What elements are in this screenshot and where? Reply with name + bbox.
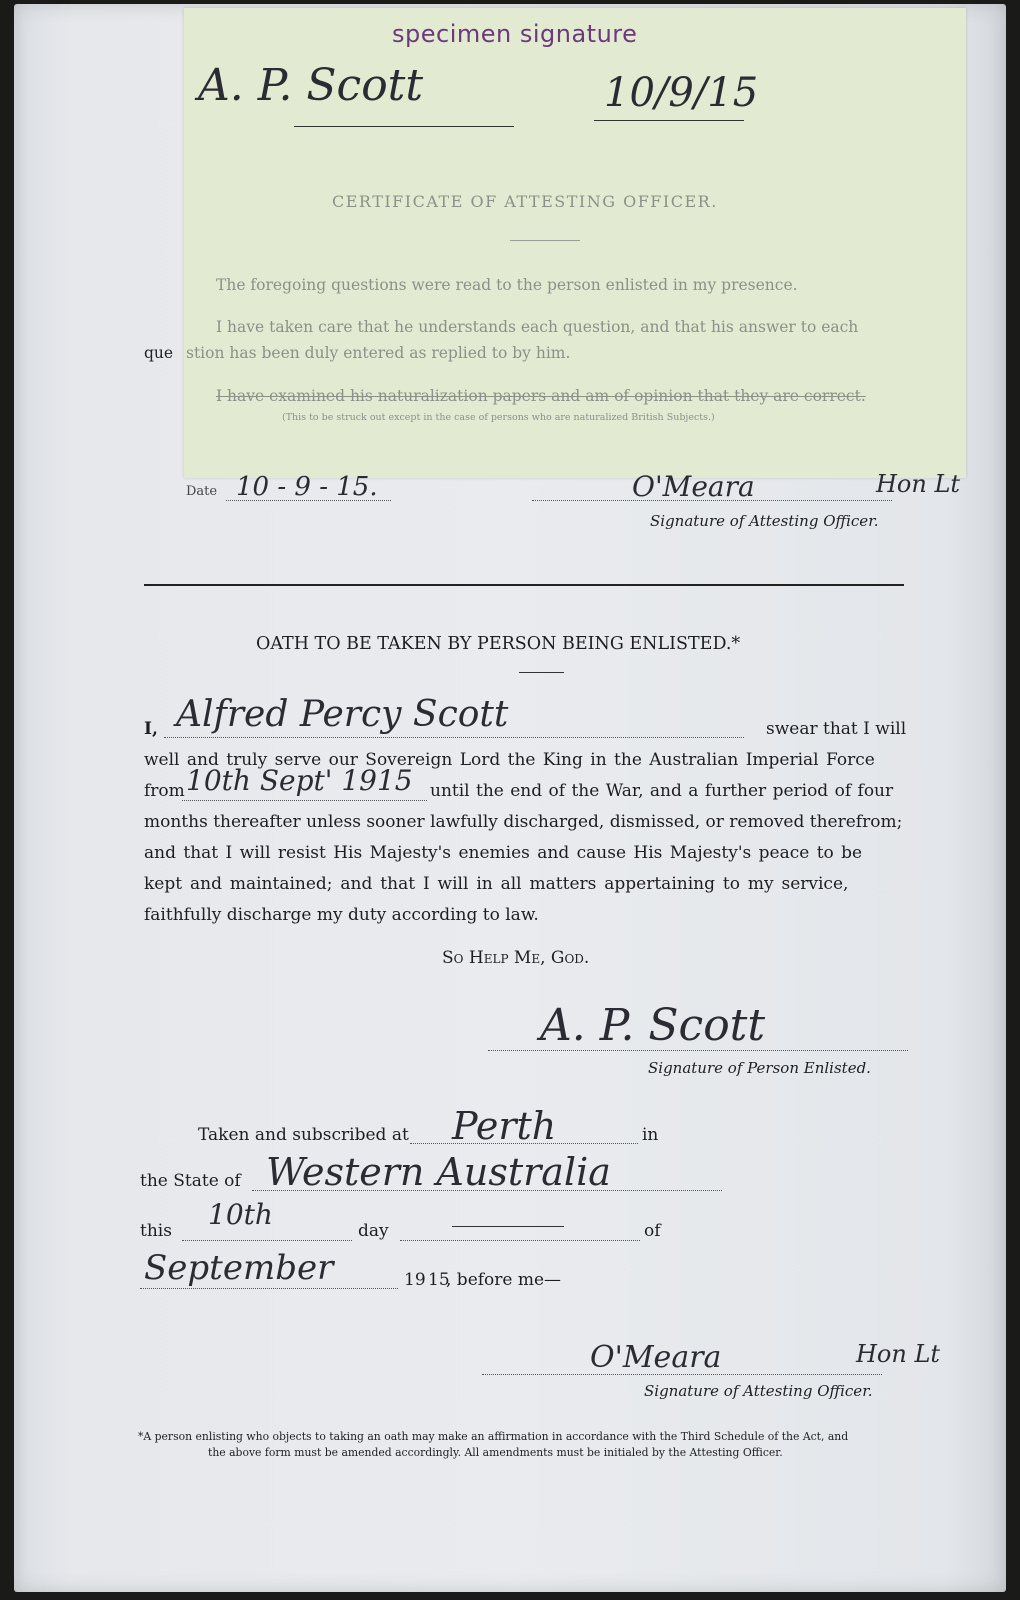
oath-line-1-end: swear that I will (766, 719, 907, 739)
certificate-date-line (226, 500, 391, 501)
certificate-line-2: I have taken care that he understands each question, and that his answer to each (216, 318, 859, 336)
specimen-underline (294, 126, 514, 127)
document-page (14, 4, 1006, 1592)
section-divider (144, 584, 904, 586)
subscribed-state-label: the State of (140, 1171, 241, 1191)
subscribed-of-label: of (644, 1221, 661, 1241)
oath-line-3-end: until the end of the War, and a further period of four (430, 781, 894, 801)
certificate-officer-rank: Hon Lt (876, 470, 961, 498)
oath-enlistee-name: Alfred Percy Scott (176, 694, 509, 735)
oath-enlistee-signature: A. P. Scott (540, 1000, 766, 1051)
certificate-line-4: I have examined his naturalization papers and am of opinion that they are correct. (216, 387, 866, 405)
subscribed-month: September (144, 1248, 334, 1288)
specimen-date: 10/9/15 (604, 70, 759, 116)
oath-from-label: from (144, 781, 185, 801)
oath-from-line (182, 800, 427, 801)
certificate-officer-signature: O'Meara (632, 470, 755, 503)
subscribed-signature-line (482, 1374, 882, 1375)
certificate-signature-line (532, 500, 892, 501)
certificate-title: CERTIFICATE OF ATTESTING OFFICER. (332, 192, 718, 211)
subscribed-officer-signature: O'Meara (590, 1340, 722, 1375)
subscribed-day-line (182, 1240, 352, 1241)
subscribed-year-label: 19 (404, 1270, 426, 1290)
subscribed-this-label: this (140, 1221, 172, 1241)
subscribed-place: Perth (452, 1104, 557, 1148)
subscribed-signature-caption: Signature of Attesting Officer. (644, 1382, 873, 1400)
oath-signature-line (488, 1050, 908, 1051)
certificate-note: (This to be struck out except in the case of persons who are naturalized British Subjects.) (282, 412, 715, 423)
subscribed-officer-rank: Hon Lt (856, 1340, 941, 1368)
subscribed-year-value: 15 (428, 1270, 450, 1290)
oath-line-2: well and truly serve our Sovereign Lord the King in the Australian Imperial Force (144, 750, 875, 770)
subscribed-place-line (410, 1143, 638, 1144)
subscribed-day-value: 10th (208, 1198, 273, 1231)
specimen-slip (184, 8, 966, 478)
certificate-line-3-prefix: que (144, 344, 174, 362)
certificate-title-rule (510, 240, 580, 241)
subscribed-day-dash (452, 1226, 564, 1227)
subscribed-day-label: day (358, 1221, 389, 1241)
footnote-line-1: *A person enlisting who objects to taking an oath may make an affirmation in accordance with the Third Schedule of the Act, and (138, 1430, 849, 1443)
certificate-line-3: stion has been duly entered as replied to by him. (186, 344, 571, 362)
subscribed-month-line (140, 1288, 398, 1289)
certificate-date-value: 10 - 9 - 15. (236, 472, 378, 502)
oath-title-rule (519, 672, 564, 673)
specimen-date-underline (594, 120, 744, 121)
oath-i-label: I, (144, 719, 158, 739)
oath-signature-caption: Signature of Person Enlisted. (648, 1059, 871, 1077)
subscribed-in-label: in (642, 1125, 659, 1145)
oath-line-7: faithfully discharge my duty according to law. (144, 905, 539, 925)
certificate-line-1: The foregoing questions were read to the person enlisted in my presence. (216, 276, 798, 294)
subscribed-before-me: , before me— (446, 1270, 562, 1290)
certificate-date-label: Date (186, 484, 218, 499)
subscribed-state-line (252, 1190, 722, 1191)
oath-name-line (164, 737, 744, 738)
footnote-line-2: the above form must be amended accordingly. All amendments must be initialed by the Attesting Officer. (208, 1446, 783, 1459)
certificate-signature-caption: Signature of Attesting Officer. (650, 512, 879, 530)
oath-from-date: 10th Sept' 1915 (186, 764, 413, 797)
subscribed-of-line (400, 1240, 640, 1241)
oath-line-4: months thereafter unless sooner lawfully discharged, dismissed, or removed therefrom; (144, 812, 903, 832)
oath-title: OATH TO BE TAKEN BY PERSON BEING ENLISTED.* (256, 634, 741, 654)
subscribed-taken-label: Taken and subscribed at (198, 1125, 409, 1145)
specimen-signature: A. P. Scott (198, 60, 424, 111)
oath-line-5: and that I will resist His Majesty's enemies and cause His Majesty's peace to be (144, 843, 863, 863)
specimen-stamp: specimen signature (392, 20, 638, 48)
oath-line-6: kept and maintained; and that I will in all matters appertaining to my service, (144, 874, 849, 894)
oath-closing: So Help Me, God. (442, 948, 590, 968)
subscribed-state: Western Australia (266, 1150, 611, 1194)
